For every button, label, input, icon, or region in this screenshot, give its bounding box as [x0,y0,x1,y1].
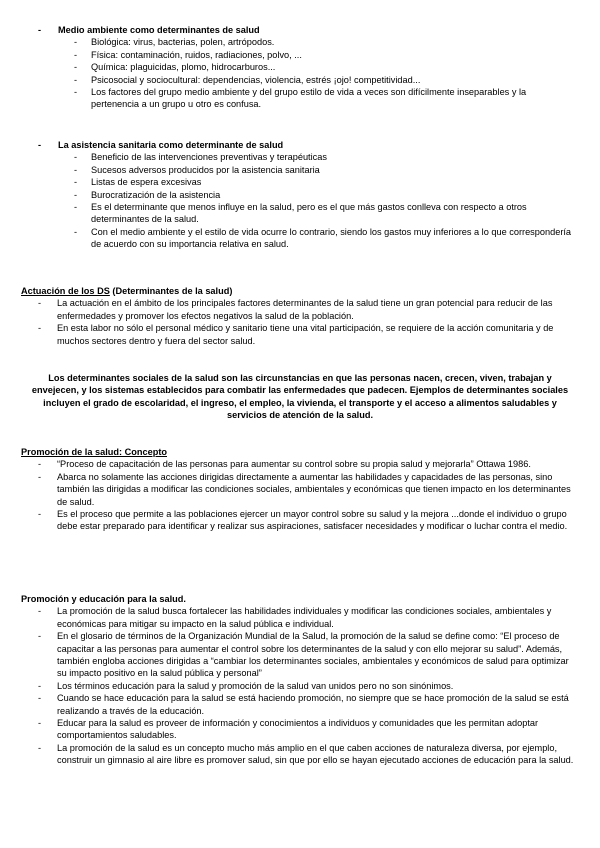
list-item: - Abarca no solamente las acciones dirigidas directamente a aumentar las habilidades y capacidades de las personas, sino también las dirigidas a modificar las condiciones sociales, ambientales y económicas que tienen impacto en los determinantes de salud. [57,471,576,508]
list-item: - “Proceso de capacitación de las personas para aumentar su control sobre su propia salud y mejorarla” Ottawa 1986. [57,458,576,470]
list-item: - Sucesos adversos producidos por la asistencia sanitaria [91,164,574,176]
list-item: - Listas de espera excesivas [91,176,574,188]
list-item: - La promoción de la salud es un concepto mucho más amplio en el que caben acciones de naturaleza diversa, por ejemplo, construir un gimnasio al aire libre es promover salud, sin que por ello se hayan ejecutado acciones de educación para la salud. [57,742,576,767]
list-item: - En esta labor no sólo el personal médico y sanitario tiene una vital participación, se requiere de la acción comunitaria y de muchos sectores dentro y fuera del sector salud. [57,322,576,347]
title-rest: (Determinantes de la salud) [109,286,233,296]
list-item: - Química: plaguicidas, plomo, hidrocarburos... [91,61,574,73]
section-medio-ambiente [0,24,600,111]
section-asistencia-sanitaria [0,139,600,251]
list-item: - Los términos educación para la salud y promoción de la salud van unidos pero no son sinónimos. [57,680,576,692]
list-item: - Física: contaminación, ruidos, radiaciones, polvo, ... [91,49,574,61]
item-list [0,297,600,347]
item-list [0,458,600,532]
list-item: - En el glosario de términos de la Organización Mundial de la Salud, la promoción de la salud se define como: “El proceso de capacitar a las personas para aumentar el control sobre los determinantes de la salud y con ello mejorar su salud”. Además, también engloba acciones dirigidas a “cambiar los determinantes sociales, ambientales y económicos de salud para optimizar su impacto positivo en la salud pública y personal” [57,630,576,680]
section-determinantes-sociales [0,372,600,422]
list-item: - Biológica: virus, bacterias, polen, artrópodos. [91,36,574,48]
section-title: - La asistencia sanitaria como determinante de salud [0,139,600,151]
list-item: - Psicosocial y sociocultural: dependencias, violencia, estrés ¡ojo! competitividad... [91,74,574,86]
list-item: - Educar para la salud es proveer de información y conocimientos a individuos y comunidades que les permitan adoptar comportamientos saludables. [57,717,576,742]
section-title: - Medio ambiente como determinantes de salud [0,24,600,36]
highlight-paragraph: Los determinantes sociales de la salud son las circunstancias en que las personas nacen, crecen, viven, trabajan y envejecen, y los sistemas establecidos para combatir las enfermedades que padecen. Ejemplos de determinantes sociales incluyen el grado de escolaridad, el ingreso, el empleo, la vivienda, el transporte y el acceso a alimentos saludables y servicios de atención de la salud. [31,373,569,421]
list-item: - Burocratización de la asistencia [91,189,574,201]
section-title: Promoción de la salud: Concepto [21,447,167,457]
list-item: - Con el medio ambiente y el estilo de vida ocurre lo contrario, siendo los gastos muy inferiores a lo que correspondería de acuerdo con su importancia relativa en salud. [91,226,574,251]
list-item: - Es el determinante que menos influye en la salud, pero es el que más gastos conlleva con respecto a otros determinantes de la salud. [91,201,574,226]
list-item: - Beneficio de las intervenciones preventivas y terapéuticas [91,151,574,163]
section-promocion-educacion [0,593,600,767]
title-underlined: Actuación de los DS [21,286,110,296]
sub-list [0,151,600,250]
list-item: - La promoción de la salud busca fortalecer las habilidades individuales y modificar las condiciones sociales, ambientales y económicas para mitigar su impacto en la salud pública e individual. [57,605,576,630]
section-title: Promoción y educación para la salud. [21,594,186,604]
section-promocion-concepto [0,446,600,533]
list-item: - Los factores del grupo medio ambiente y del grupo estilo de vida a veces son difícilmente inseparables y la pertenencia a un grupo u otro es confusa. [91,86,574,111]
item-list [0,605,600,766]
section-actuacion [0,285,600,347]
list-item: - Es el proceso que permite a las poblaciones ejercer un mayor control sobre su salud y la mejora ...donde el individuo o grupo debe estar preparado para identificar y realizar sus aspiraciones, satisfacer necesidades y modificar o luchar contra el medio. [57,508,576,533]
list-item: - La actuación en el ámbito de los principales factores determinantes de la salud tiene un gran potencial para reducir de las enfermedades y promover los efectos negativos la salud de la población. [57,297,576,322]
list-item: - Cuando se hace educación para la salud se está haciendo promoción, no siempre que se hace promoción de la salud se está realizando a través de la educación. [57,692,576,717]
section-title [0,285,600,297]
sub-list [0,36,600,110]
